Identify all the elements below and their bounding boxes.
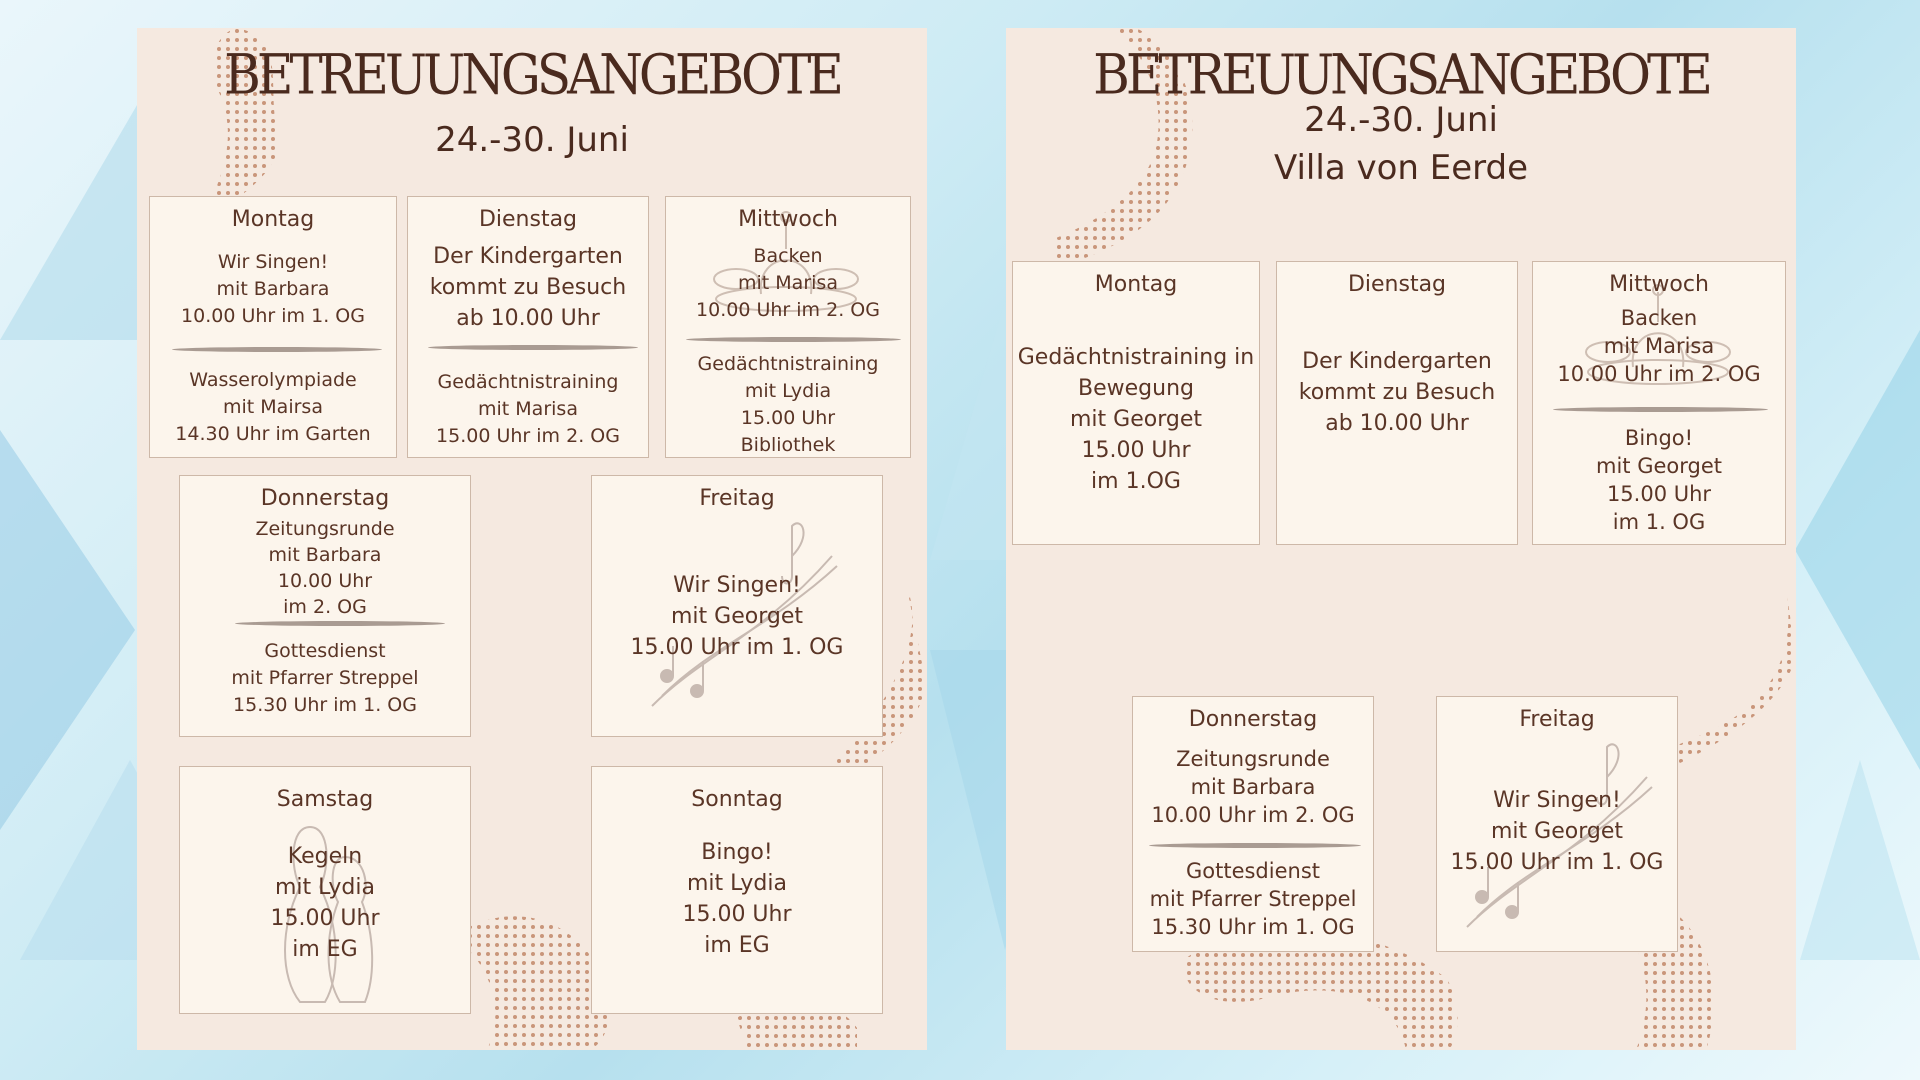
day-label: Dienstag — [1347, 272, 1447, 297]
event — [150, 249, 396, 330]
event-line: 15.00 Uhr im 2. OG — [436, 425, 620, 447]
day-label: Samstag — [276, 787, 374, 812]
event-line: im 2. OG — [283, 596, 367, 618]
poster-subtitle: 24.-30. Juni — [1304, 100, 1498, 140]
event — [1133, 745, 1373, 829]
event-line: 15.00 Uhr — [270, 906, 380, 931]
event-line: Der Kindergarten — [433, 244, 623, 269]
day-card-friday — [591, 475, 883, 737]
event-line: im EG — [704, 933, 770, 958]
event-line: mit Lydia — [275, 875, 375, 900]
day-label: Donnerstag — [260, 486, 390, 511]
day-card-wednesday — [665, 196, 911, 458]
event-line: Bibliothek — [740, 434, 836, 456]
event-line: Gedächtnistraining — [437, 371, 619, 393]
event-line: mit Marisa — [1603, 334, 1715, 358]
day-label: Donnerstag — [1188, 707, 1318, 732]
day-card-wednesday — [1532, 261, 1786, 545]
event-line: 15.00 Uhr — [740, 407, 836, 429]
event-line: kommt zu Besuch — [1298, 380, 1496, 405]
event-line: 15.00 Uhr — [682, 902, 792, 927]
event-line: Backen — [1620, 306, 1698, 330]
event-line: Bingo! — [1624, 426, 1694, 450]
poster-subtitle-location: Villa von Eerde — [1273, 148, 1529, 188]
event — [1533, 304, 1785, 388]
divider-brushstroke — [1149, 843, 1361, 848]
event — [150, 367, 396, 448]
event — [1437, 785, 1677, 878]
event — [1277, 346, 1517, 439]
background-shape — [1800, 760, 1920, 960]
event-line: 15.00 Uhr im 1. OG — [630, 635, 844, 660]
event — [666, 243, 910, 324]
event-line: mit Lydia — [687, 871, 787, 896]
event-line: 10.00 Uhr im 2. OG — [1557, 362, 1761, 386]
day-card-tuesday — [407, 196, 649, 458]
event-line: mit Barbara — [268, 544, 382, 566]
event-line: 15.00 Uhr — [1081, 438, 1191, 463]
event-line: Gottesdienst — [1185, 859, 1321, 883]
day-card-saturday — [179, 766, 471, 1014]
event-line: 10.00 Uhr — [277, 570, 373, 592]
event-line: 10.00 Uhr im 2. OG — [1151, 803, 1355, 827]
divider-brushstroke — [235, 621, 445, 626]
event — [180, 638, 470, 719]
event-line: mit Georget — [1491, 819, 1623, 844]
event-line: im 1.OG — [1091, 469, 1181, 494]
day-label: Montag — [1094, 272, 1178, 297]
day-label: Dienstag — [478, 207, 578, 232]
event-line: Wir Singen! — [1493, 788, 1621, 813]
divider-brushstroke — [686, 337, 901, 342]
poster-title: BETREUUNGSANGEBOTE — [224, 43, 840, 107]
day-card-thursday — [179, 475, 471, 737]
event-line: Wasserolympiade — [189, 369, 357, 391]
day-label: Freitag — [699, 486, 775, 511]
divider-brushstroke — [172, 347, 382, 352]
event-line: Backen — [753, 245, 823, 267]
poster-subtitle: 24.-30. Juni — [435, 120, 629, 160]
day-card-monday — [1012, 261, 1260, 545]
event-line: Zeitungsrunde — [1176, 747, 1330, 771]
event-line: mit Pfarrer Streppel — [1149, 887, 1357, 911]
event — [1533, 424, 1785, 536]
event — [592, 837, 882, 961]
event-line: mit Georget — [1596, 454, 1722, 478]
event — [592, 570, 882, 663]
event — [180, 516, 470, 620]
event-line: Gedächtnistraining in — [1017, 345, 1255, 370]
day-label: Montag — [231, 207, 315, 232]
event-line: 15.00 Uhr — [1606, 482, 1712, 506]
poster-left — [137, 28, 927, 1050]
event — [180, 841, 470, 965]
day-card-monday — [149, 196, 397, 458]
event-line: 15.30 Uhr im 1. OG — [233, 694, 417, 716]
event-line: 14.30 Uhr im Garten — [175, 423, 371, 445]
event-line: im EG — [292, 937, 358, 962]
day-label: Mittwoch — [738, 207, 838, 232]
event-line: 15.30 Uhr im 1. OG — [1151, 915, 1355, 939]
event-line: ab 10.00 Uhr — [456, 306, 600, 331]
event-line: 10.00 Uhr im 1. OG — [181, 305, 365, 327]
event-line: Bingo! — [701, 840, 773, 865]
event-line: 15.00 Uhr im 1. OG — [1450, 850, 1664, 875]
event — [1013, 342, 1259, 497]
event-line: kommt zu Besuch — [429, 275, 627, 300]
day-card-friday — [1436, 696, 1678, 952]
event-line: ab 10.00 Uhr — [1325, 411, 1469, 436]
event-line: Gedächtnistraining — [697, 353, 879, 375]
event-line: mit Marisa — [478, 398, 578, 420]
event-line: Wir Singen! — [217, 251, 329, 273]
event-line: Bewegung — [1078, 376, 1194, 401]
event — [666, 351, 910, 458]
event-line: Der Kindergarten — [1302, 349, 1492, 374]
event-line: mit Barbara — [1190, 775, 1316, 799]
background-shape — [1795, 330, 1920, 770]
event — [408, 369, 648, 450]
event-line: Zeitungsrunde — [255, 518, 395, 540]
day-card-sunday — [591, 766, 883, 1014]
event-line: mit Mairsa — [223, 396, 323, 418]
day-card-thursday — [1132, 696, 1374, 952]
event — [1133, 857, 1373, 941]
event-line: im 1. OG — [1612, 510, 1706, 534]
event — [408, 241, 648, 334]
day-label: Freitag — [1519, 707, 1595, 732]
event-line: Wir Singen! — [673, 573, 801, 598]
day-label: Mittwoch — [1609, 272, 1709, 297]
event-line: mit Barbara — [216, 278, 330, 300]
event-line: mit Lydia — [744, 380, 832, 402]
divider-brushstroke — [428, 345, 638, 350]
divider-brushstroke — [1553, 407, 1768, 412]
event-line: mit Marisa — [738, 272, 838, 294]
poster-title: BETREUUNGSANGEBOTE — [1093, 43, 1709, 107]
event-line: 10.00 Uhr im 2. OG — [696, 299, 880, 321]
event-line: mit Georget — [671, 604, 803, 629]
event-line: mit Georget — [1070, 407, 1202, 432]
day-card-tuesday — [1276, 261, 1518, 545]
poster-right — [1006, 28, 1796, 1050]
event-line: mit Pfarrer Streppel — [231, 667, 419, 689]
event-line: Kegeln — [287, 844, 363, 869]
day-label: Sonntag — [691, 787, 783, 812]
event-line: Gottesdienst — [264, 640, 386, 662]
